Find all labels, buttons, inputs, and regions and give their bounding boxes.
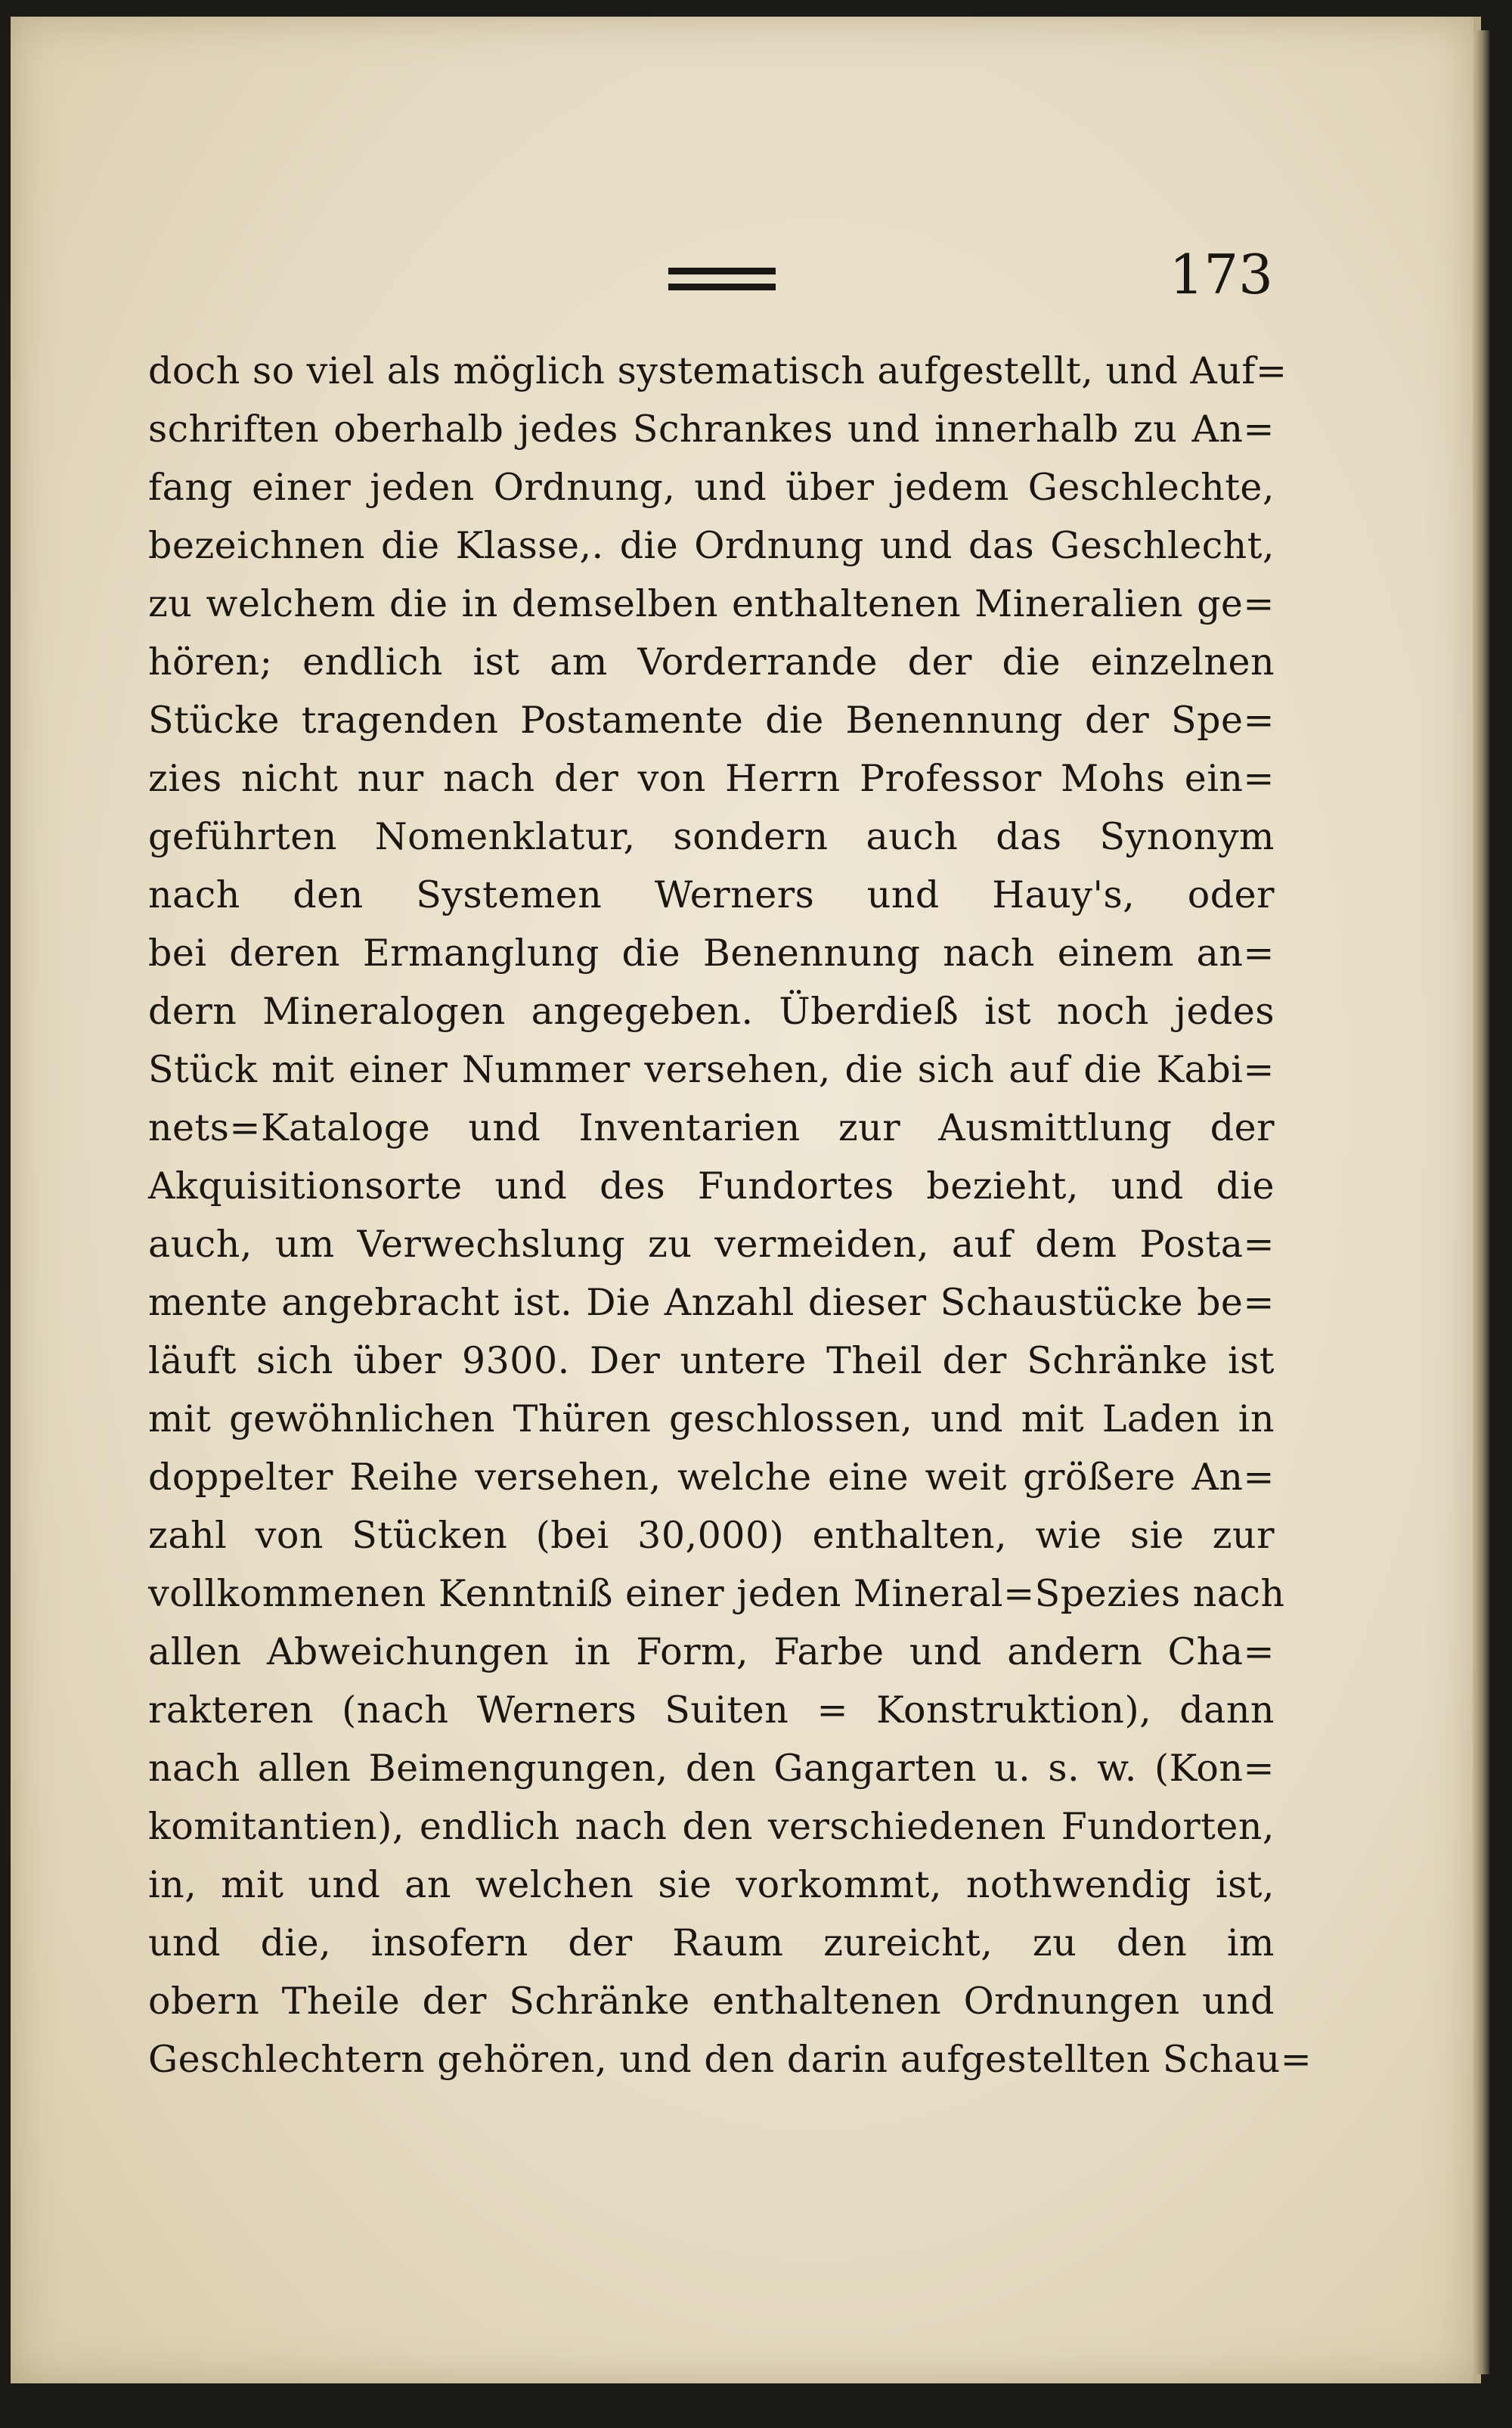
text-line: mente angebracht ist. Die Anzahl dieser Schaustücke be= [148, 1281, 1275, 1324]
text-line: Stücke tragenden Postamente die Benennung der Spe= [148, 699, 1275, 742]
text-line: nach allen Beimengungen, den Gangarten u. s. w. (Kon= [148, 1747, 1275, 1790]
text-line: auch, um Verwechslung zu vermeiden, auf dem Posta= [148, 1223, 1275, 1266]
book-page-edge [1473, 30, 1489, 2374]
text-line: Akquisitionsorte und des Fundortes bezieht, und die [148, 1164, 1275, 1208]
text-line: nets=Kataloge und Inventarien zur Ausmittlung der [148, 1106, 1275, 1149]
text-line: schriften oberhalb jedes Schrankes und innerhalb zu An= [148, 408, 1275, 451]
text-line: fang einer jeden Ordnung, und über jedem Geschlechte, [148, 466, 1275, 509]
text-line: zu welchem die in demselben enthaltenen Mineralien ge= [148, 582, 1275, 625]
text-line: doch so viel als möglich systematisch aufgestellt, und Auf= [148, 349, 1287, 392]
text-line: obern Theile der Schränke enthaltenen Ordnungen und [148, 1980, 1275, 2023]
book-page [11, 17, 1481, 2383]
text-line: bezeichnen die Klasse,. die Ordnung und das Geschlecht, [148, 524, 1275, 567]
page-number: 173 [1169, 243, 1273, 306]
text-line: rakteren (nach Werners Suiten = Konstruktion), dann [148, 1688, 1275, 1732]
text-line: doppelter Reihe versehen, welche eine weit größere An= [148, 1456, 1275, 1499]
text-line: nach den Systemen Werners und Hauy's, oder [148, 873, 1275, 916]
text-line: mit gewöhnlichen Thüren geschlossen, und mit Laden in [148, 1397, 1275, 1440]
text-line: bei deren Ermanglung die Benennung nach einem an= [148, 932, 1275, 975]
body-text [148, 342, 1312, 2088]
text-line: Geschlechtern gehören, und den darin aufgestellten Schau= [148, 2038, 1312, 2081]
text-line: geführten Nomenklatur, sondern auch das Synonym [148, 815, 1275, 858]
text-line: läuft sich über 9300. Der untere Theil der Schränke ist [148, 1339, 1275, 1382]
text-line: zahl von Stücken (bei 30,000) enthalten, wie sie zur [148, 1514, 1275, 1557]
text-line: hören; endlich ist am Vorderrande der die einzelnen [148, 640, 1275, 684]
text-line: Stück mit einer Nummer versehen, die sich auf die Kabi= [148, 1048, 1275, 1091]
text-line: komitantien), endlich nach den verschiedenen Fundorten, [148, 1805, 1275, 1848]
text-line: zies nicht nur nach der von Herrn Professor Mohs ein= [148, 757, 1275, 800]
header-double-rule [668, 268, 776, 290]
text-line: und die, insofern der Raum zureicht, zu den im [148, 1921, 1275, 1964]
text-line: vollkommenen Kenntniß einer jeden Mineral=Spezies nach [148, 1572, 1285, 1615]
text-line: in, mit und an welchen sie vorkommt, nothwendig ist, [148, 1863, 1275, 1906]
text-line: dern Mineralogen angegeben. Überdieß ist noch jedes [148, 990, 1275, 1033]
text-line: allen Abweichungen in Form, Farbe und andern Cha= [148, 1630, 1275, 1673]
